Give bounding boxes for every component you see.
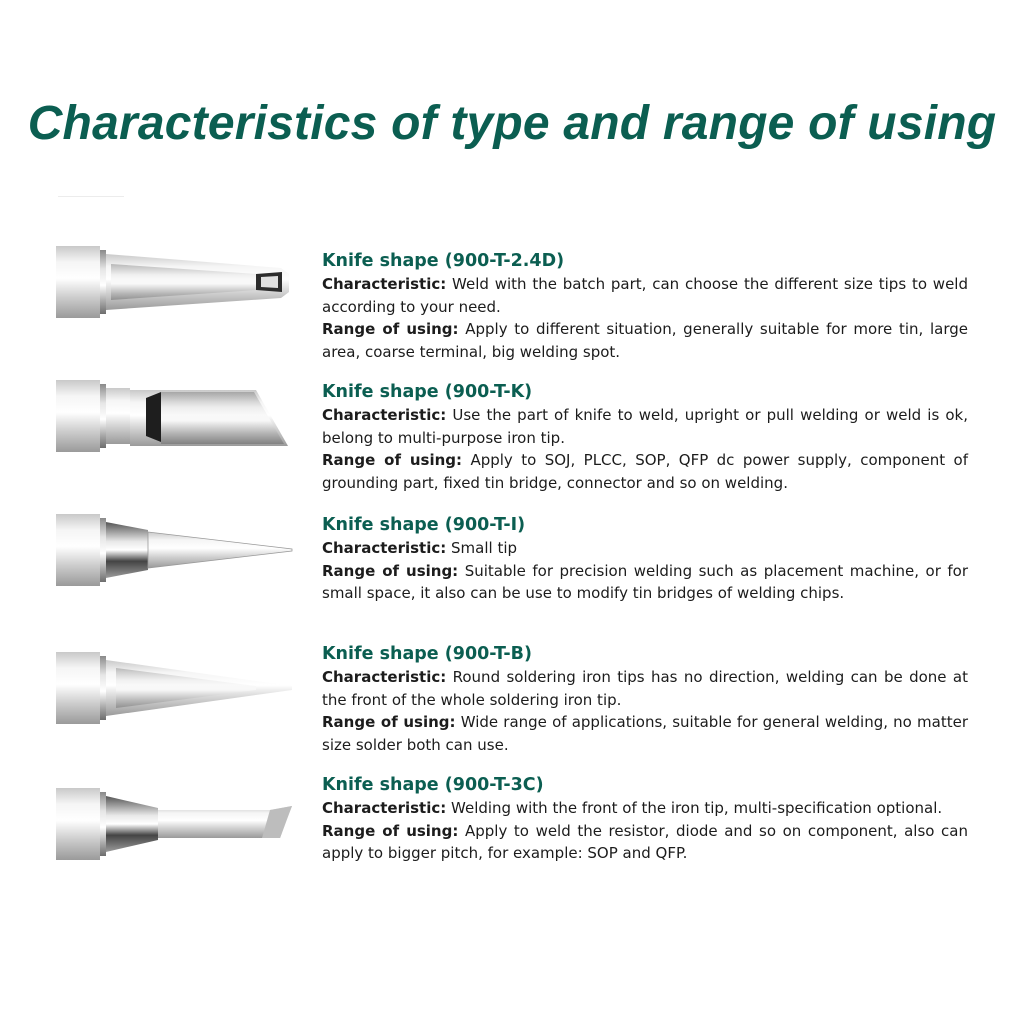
tip-description — [322, 248, 968, 363]
range-label: Range of using: — [322, 713, 456, 731]
characteristic-text: Weld with the batch part, can choose the different size tips to weld according to your need. — [322, 275, 968, 316]
range-label: Range of using: — [322, 320, 459, 338]
tip-title: Knife shape (900-T-3C) — [322, 775, 544, 795]
soldering-tip-b-image — [56, 646, 296, 730]
tip-title: Knife shape (900-T-B) — [322, 644, 532, 664]
range-text: Wide range of applications, suitable for general welding, no matter size solder both can use. — [322, 713, 968, 754]
range-label: Range of using: — [322, 821, 459, 840]
characteristic-label: Characteristic: — [322, 539, 447, 557]
characteristic-label: Characteristic: — [322, 668, 447, 686]
characteristic-label: Characteristic: — [322, 275, 447, 293]
tip-description — [322, 641, 968, 756]
range-text: Apply to SOJ, PLCC, SOP, QFP dc power supply, component of grounding part, fixed tin bridge, connector and so on welding. — [322, 451, 968, 492]
tip-title: Knife shape (900-T-I) — [322, 515, 526, 535]
tip-title: Knife shape (900-T-2.4D) — [322, 251, 565, 271]
characteristic-text: Round soldering iron tips has no direction, welding can be done at the front of the whole soldering iron tip. — [322, 668, 968, 709]
soldering-tip-k-image — [56, 376, 296, 460]
tip-description — [322, 772, 968, 865]
soldering-tip-3c-image — [56, 784, 296, 868]
soldering-tip-2.4d-image — [56, 244, 296, 328]
tip-description — [322, 379, 968, 494]
range-text: Apply to weld the resistor, diode and so on component, also can apply to bigger pitch, for example: SOP and QFP. — [322, 821, 969, 862]
characteristic-label: Characteristic: — [322, 799, 447, 817]
characteristic-text: Small tip — [451, 539, 518, 557]
divider — [58, 196, 124, 197]
range-label: Range of using: — [322, 451, 463, 469]
tip-title: Knife shape (900-T-K) — [322, 382, 533, 402]
range-text: Suitable for precision welding such as placement machine, or for small space, it also can be use to modify tin bridges of welding chips. — [322, 561, 968, 602]
tip-description — [322, 512, 968, 605]
characteristic-text: Use the part of knife to weld, upright or pull welding or weld is ok, belong to multi-purpose iron tip. — [322, 406, 968, 447]
page-title: Characteristics of type and range of using — [27, 97, 997, 150]
characteristic-text: Welding with the front of the iron tip, multi-specification optional. — [451, 799, 943, 817]
characteristic-label: Characteristic: — [322, 406, 447, 424]
soldering-tip-i-image — [56, 510, 296, 594]
range-text: Apply to different situation, generally suitable for more tin, large area, coarse terminal, big welding spot. — [322, 320, 968, 361]
range-label: Range of using: — [322, 561, 459, 580]
